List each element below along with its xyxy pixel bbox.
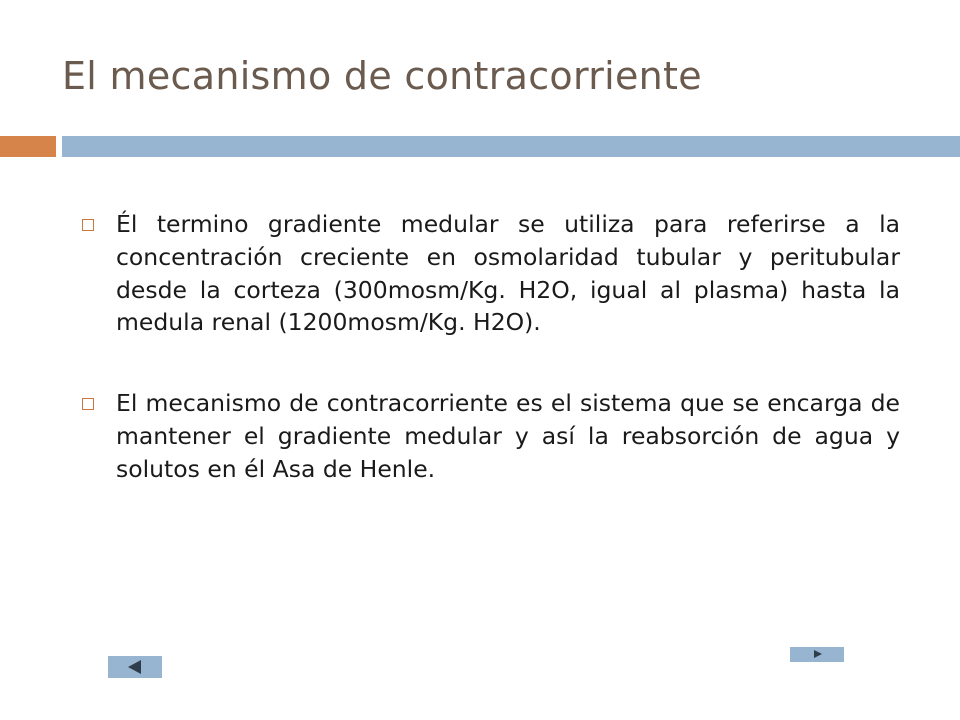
next-slide-button[interactable] <box>790 647 844 662</box>
accent-bar-blue <box>62 136 960 157</box>
triangle-right-icon <box>814 650 822 658</box>
accent-bar-orange <box>0 136 56 157</box>
bullet-text: Él termino gradiente medular se utiliza para referirse a la concentración creciente en osmolaridad tubular y peritubular desde la corteza (300mosm/Kg. H2O, igual al plasma) hasta la medula renal (1200mosm/Kg. H2O). <box>116 210 900 337</box>
slide-title: El mecanismo de contracorriente <box>62 54 702 98</box>
previous-slide-button[interactable] <box>108 656 162 678</box>
square-bullet-icon <box>82 219 94 231</box>
square-bullet-icon <box>82 398 94 410</box>
triangle-left-icon <box>128 660 141 674</box>
bullet-item <box>78 208 900 339</box>
bullet-text: El mecanismo de contracorriente es el sistema que se encarga de mantener el gradiente medular y así la reabsorción de agua y solutos en él Asa de Henle. <box>116 389 900 483</box>
bullet-list <box>78 208 900 486</box>
bullet-item <box>78 387 900 485</box>
